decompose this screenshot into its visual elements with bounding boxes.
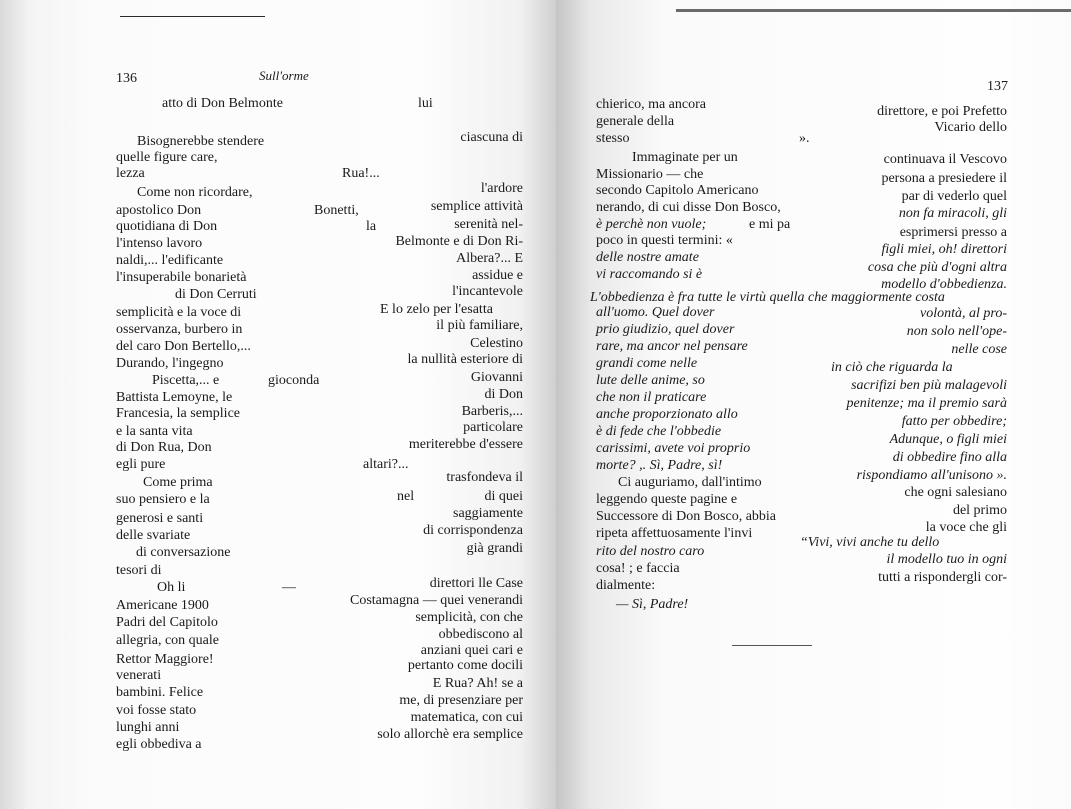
right-text-line: ripeta affettuosamente l'invi [596,526,753,541]
left-text-line: l'incantevole [452,284,523,299]
left-text-line: semplice attività [430,199,523,214]
left-text-line: il più familiare, [436,318,523,333]
right-text-line: del primo [952,503,1007,518]
left-text-line: Costamagna — quei venerandi [349,593,523,608]
left-text-line: di corrispondenza [423,523,523,538]
left-text-line: già grandi [466,541,523,556]
right-text-line: anche proporzionato allo [596,407,738,422]
left-text-line: trasfondeva il [446,470,523,485]
right-text-line: ». [799,131,810,146]
right-text-line: tutti a rispondergli cor- [878,570,1007,585]
left-text-line: E Rua? Ah! se a [432,676,523,691]
right-text-line: figli miei, oh! direttori [881,242,1007,257]
left-text-line: osservanza, burbero in [116,322,243,337]
right-text-line: Successore di Don Bosco, abbia [596,509,777,524]
left-text-line: di Don Cerruti [175,287,257,302]
left-text-line: Durando, l'ingegno [116,356,224,371]
right-text-line: rito del nostro caro [596,544,705,559]
left-text-line: pertanto come docili [407,658,523,673]
right-text-line: leggendo queste pagine e [596,492,738,507]
left-text-line: Rettor Maggiore! [116,652,214,667]
left-text-line: saggiamente [453,506,523,521]
right-page [556,0,1071,809]
left-text-line: Celestino [470,336,523,351]
right-text-line: lute delle anime, so [596,373,705,388]
right-text-line: che non il praticare [596,390,707,405]
left-text-line: Come non ricordare, [137,185,253,200]
left-text-line: Bisognerebbe stendere [137,134,265,149]
right-text-line: Vicario dello [934,120,1007,135]
left-text-line: quelle figure care, [116,150,218,165]
left-text-line: solo allorchè era semplice [377,727,523,742]
right-text-line: Missionario — che [596,167,704,182]
left-text-line: assidue e [472,268,523,283]
left-text-line: e la santa vita [116,424,193,439]
right-text-line: Immaginate per un [632,150,738,165]
right-text-line: fatto per obbedire; [901,414,1007,429]
left-text-line: Giovanni [470,370,523,385]
right-text-line: vi raccomando si è [596,267,703,282]
left-text-line: atto di Don Belmonte [162,96,283,111]
left-text-line: tesori di [116,563,162,578]
right-text-line: L'obbedienza è fra tutte le virtù quella che maggiormente costa [590,290,945,305]
end-rule [732,645,812,646]
left-text-line: la [366,219,377,234]
right-text-line: delle nostre amate [596,250,699,265]
left-text-line: lunghi anni [116,720,180,735]
left-text-line: di Don Rua, Don [116,440,212,455]
left-text-line: Barberis,... [461,404,523,419]
right-text-line: chierico, ma ancora [596,97,706,112]
right-text-line: poco in questi termini: « [596,233,733,248]
right-text-line: volontà, al pro- [920,306,1007,321]
right-text-line: nelle cose [951,342,1007,357]
right-text-line: di obbedire fino alla [892,450,1007,465]
left-text-line: bambini. Felice [116,685,204,700]
right-text-line: non solo nell'ope- [906,324,1007,339]
page-number-right: 137 [987,79,1008,94]
left-text-line: l'ardore [480,181,523,196]
left-text-line: di Don [484,387,523,402]
left-text-line: Battista Lemoyne, le [116,390,233,405]
right-text-line: rispondiamo all'unisono ». [856,468,1007,483]
right-text-line: dialmente: [596,578,656,593]
right-text-line: sacrifizi ben più malagevoli [851,378,1007,393]
left-text-line: anziani quei cari e [420,643,523,658]
left-text-line: quotidiana di Don [116,219,218,234]
running-head: Sull'orme [259,68,309,83]
left-text-line: meriterebbe d'essere [408,437,523,452]
right-text-line: continuava il Vescovo [883,152,1007,167]
left-text-line: particolare [463,420,523,435]
top-rule [676,9,1071,12]
left-text-line: obbediscono al [438,627,523,642]
right-text-line: cosa che più d'ogni altra [867,260,1007,275]
right-text-line: morte? ,. Sì, Padre, sì! [596,458,723,473]
right-text-line: grandi come nelle [596,356,698,371]
right-text-line: prio giudizio, quel dover [596,322,735,337]
right-text-line: secondo Capitolo Americano [596,183,759,198]
left-text-line: venerati [116,668,162,683]
left-text-line: semplicità, con che [415,610,523,625]
top-rule [120,16,265,17]
right-text-line: direttore, e poi Prefetto [877,104,1007,119]
page-number-left: 136 [116,71,137,86]
left-text-line: Oh li [157,580,186,595]
right-text-line: “Vivi, vivi anche tu dello [800,535,940,550]
right-text-line: che ogni salesiano [904,485,1007,500]
left-text-line: suo pensiero e la [116,492,210,507]
left-text-line: Rua!... [342,166,380,181]
left-text-line: E lo zelo per l'esatta [380,302,493,317]
right-text-line: persona a presiedere il [881,171,1007,186]
left-text-line: direttori lle Case [429,576,523,591]
right-text-line: generale della [596,114,675,129]
right-text-line: è di fede che l'obbedie [596,424,722,439]
right-text-line: Ci auguriamo, dall'intimo [618,475,762,490]
left-text-line: Francesia, la semplice [116,406,241,421]
left-text-line: lui [418,96,433,111]
left-text-line: gioconda [268,373,320,388]
left-text-line: lezza [116,166,145,181]
left-text-line: — [282,580,296,595]
left-text-line: altari?... [363,457,409,472]
right-text-line: e mi pa [749,217,791,232]
left-text-line: egli obbediva a [116,737,202,752]
left-text-line: delle svariate [116,528,191,543]
left-text-line: Belmonte e di Don Ri- [395,234,523,249]
left-text-line: me, di presenziare per [399,693,523,708]
left-text-line: voi fosse stato [116,703,197,718]
right-text-line: la voce che gli [925,520,1007,535]
right-text-line: rare, ma ancor nel pensare [596,339,748,354]
left-text-line: egli pure [116,457,166,472]
left-text-line: di conversazione [136,545,231,560]
right-text-line: — Sì, Padre! [616,597,689,612]
right-text-line: all'uomo. Quel dover [596,305,715,320]
right-text-line: in ciò che riguarda la [831,360,953,375]
left-text-line: Come prima [143,475,213,490]
left-text-line: del caro Don Bertello,... [116,339,251,354]
left-text-line: allegria, con quale [116,633,220,648]
left-text-line: Albera?... E [456,251,523,266]
left-text-line: l'insuperabile bonarietà [116,270,247,285]
right-text-line: nerando, di cui disse Don Bosco, [596,200,781,215]
right-text-line: stesso [596,131,630,146]
left-text-line: la nullità esteriore di [407,352,523,367]
left-text-line: Americane 1900 [116,598,209,613]
left-text-line: apostolico Don [116,203,202,218]
left-text-line: serenità nel- [454,217,523,232]
left-text-line: Bonetti, [314,203,359,218]
right-text-line: carissimi, avete voi proprio [596,441,751,456]
left-text-line: di quei [484,489,523,504]
right-text-line: cosa! ; e faccia [596,561,680,576]
left-text-line: Padri del Capitolo [116,615,218,630]
left-text-line: ciascuna di [460,130,523,145]
left-text-line: generosi e santi [116,511,204,526]
left-text-line: nel [397,489,415,504]
right-text-line: modello d'obbedienza. [881,277,1007,292]
right-text-line: non fa miracoli, gli [898,206,1007,221]
right-text-line: Adunque, o figli miei [889,432,1007,447]
right-text-line: esprimersi presso a [899,225,1007,240]
left-text-line: semplicità e la voce di [116,305,242,320]
right-text-line: penitenze; ma il premio sarà [846,396,1007,411]
right-text-line: il modello tuo in ogni [886,552,1007,567]
left-text-line: Piscetta,... e [152,373,220,388]
left-text-line: naldi,... l'edificante [116,253,224,268]
right-text-line: è perchè non vuole; [596,217,707,232]
left-text-line: matematica, con cui [410,710,523,725]
left-text-line: l'intenso lavoro [116,236,203,251]
right-text-line: par di vederlo quel [901,189,1007,204]
